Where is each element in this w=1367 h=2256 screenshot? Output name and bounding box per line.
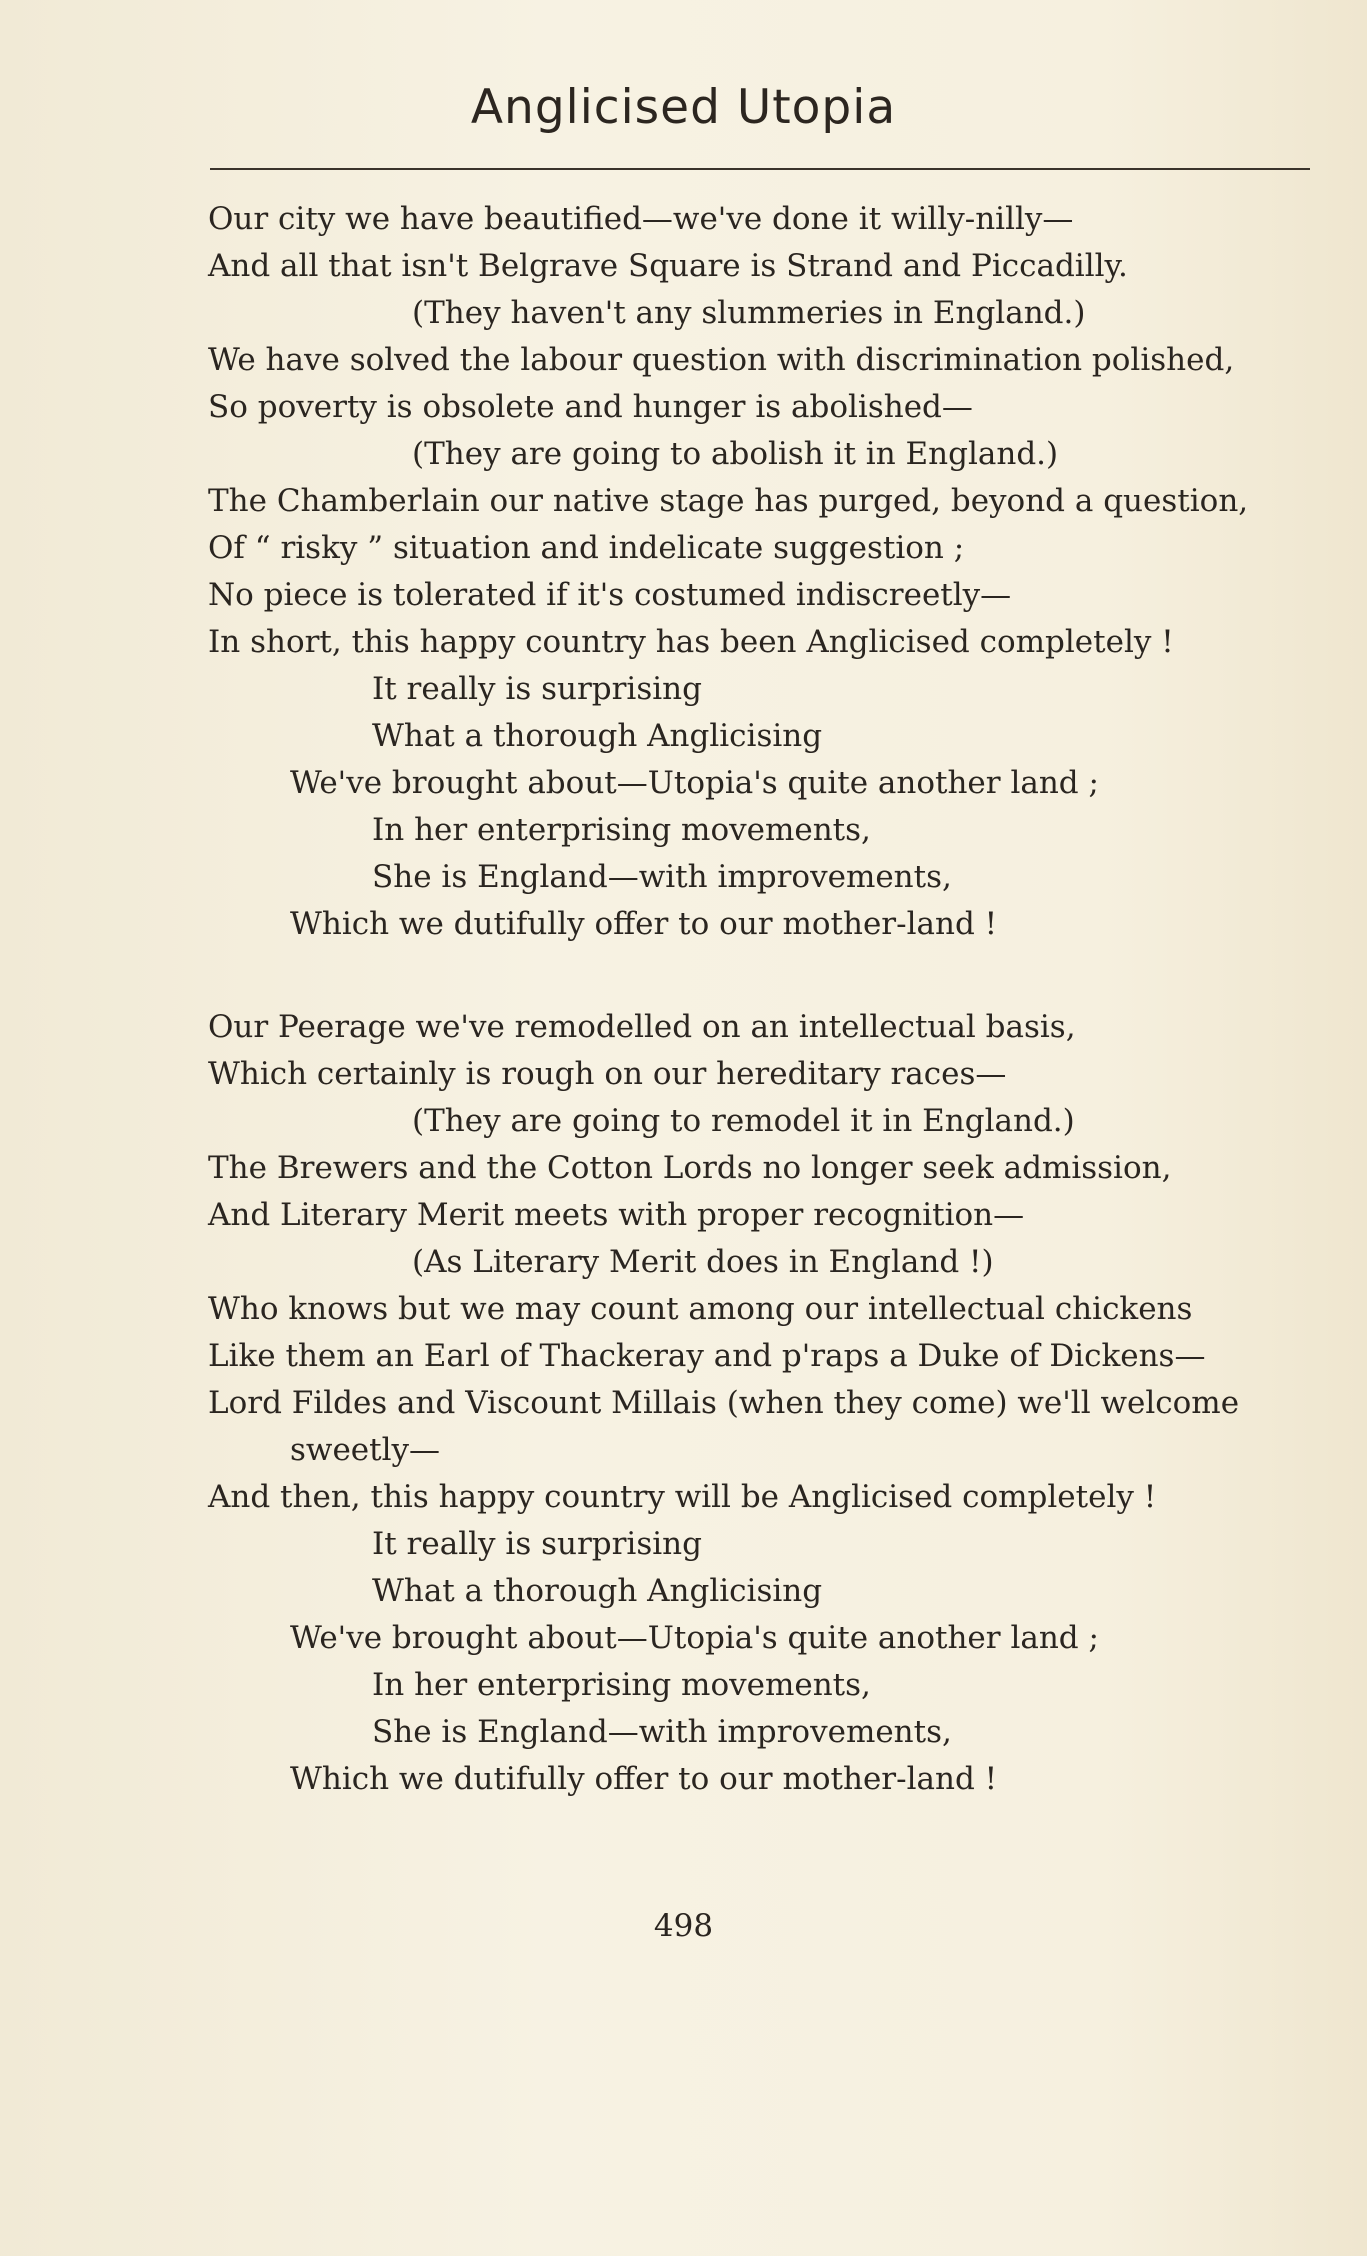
verse-line: The Chamberlain our native stage has purged, beyond a question, <box>208 483 1249 519</box>
verse-line: Lord Fildes and Viscount Millais (when they come) we'll welcome <box>208 1385 1240 1421</box>
verse-line: It really is surprising <box>372 671 702 707</box>
verse-line: (They are going to remodel it in England.) <box>412 1103 1075 1139</box>
verse-line: We've brought about—Utopia's quite another land ; <box>290 765 1099 801</box>
header-rule <box>210 168 1310 170</box>
running-title: Anglicised Utopia <box>470 80 897 135</box>
verse-line: (They are going to abolish it in England.) <box>412 436 1059 472</box>
verse-line: Who knows but we may count among our intellectual chickens <box>208 1291 1193 1327</box>
verse-line: And then, this happy country will be Anglicised completely ! <box>208 1479 1157 1515</box>
verse-line: Which we dutifully offer to our mother-land ! <box>290 1761 998 1797</box>
verse-line: What a thorough Anglicising <box>372 1573 823 1609</box>
verse-line: In her enterprising movements, <box>372 812 871 848</box>
verse-line: Of “ risky ” situation and indelicate suggestion ; <box>208 530 965 566</box>
verse-line: The Brewers and the Cotton Lords no longer seek admission, <box>208 1150 1172 1186</box>
page-number: 498 <box>653 1908 714 1944</box>
verse-line: (They haven't any slummeries in England.) <box>412 295 1086 331</box>
verse-line: In short, this happy country has been Anglicised completely ! <box>208 624 1174 660</box>
verse-line: So poverty is obsolete and hunger is abolished— <box>208 389 973 425</box>
verse-line: And all that isn't Belgrave Square is Strand and Piccadilly. <box>208 248 1128 284</box>
verse-line: Which certainly is rough on our hereditary races— <box>208 1056 1007 1092</box>
verse-line: And Literary Merit meets with proper recognition— <box>208 1197 1025 1233</box>
verse-body <box>208 196 1338 1803</box>
verse-line: Our Peerage we've remodelled on an intellectual basis, <box>208 1009 1076 1045</box>
verse-line: Which we dutifully offer to our mother-land ! <box>290 906 998 942</box>
verse-line: sweetly— <box>290 1432 441 1468</box>
stanza-2 <box>208 1004 1338 1803</box>
verse-line: We've brought about—Utopia's quite another land ; <box>290 1620 1099 1656</box>
verse-line: (As Literary Merit does in England !) <box>412 1244 994 1280</box>
verse-line: What a thorough Anglicising <box>372 718 823 754</box>
verse-line: We have solved the labour question with discrimination polished, <box>208 342 1235 378</box>
verse-line: It really is surprising <box>372 1526 702 1562</box>
stanza-1 <box>208 196 1338 948</box>
verse-line: Like them an Earl of Thackeray and p'raps a Duke of Dickens— <box>208 1338 1206 1374</box>
verse-line: She is England—with improvements, <box>372 1714 952 1750</box>
stanza-gap <box>208 948 1338 1004</box>
verse-line: No piece is tolerated if it's costumed indiscreetly— <box>208 577 1012 613</box>
verse-line: Our city we have beautified—we've done it willy-nilly— <box>208 201 1074 237</box>
verse-line: She is England—with improvements, <box>372 859 952 895</box>
verse-line: In her enterprising movements, <box>372 1667 871 1703</box>
